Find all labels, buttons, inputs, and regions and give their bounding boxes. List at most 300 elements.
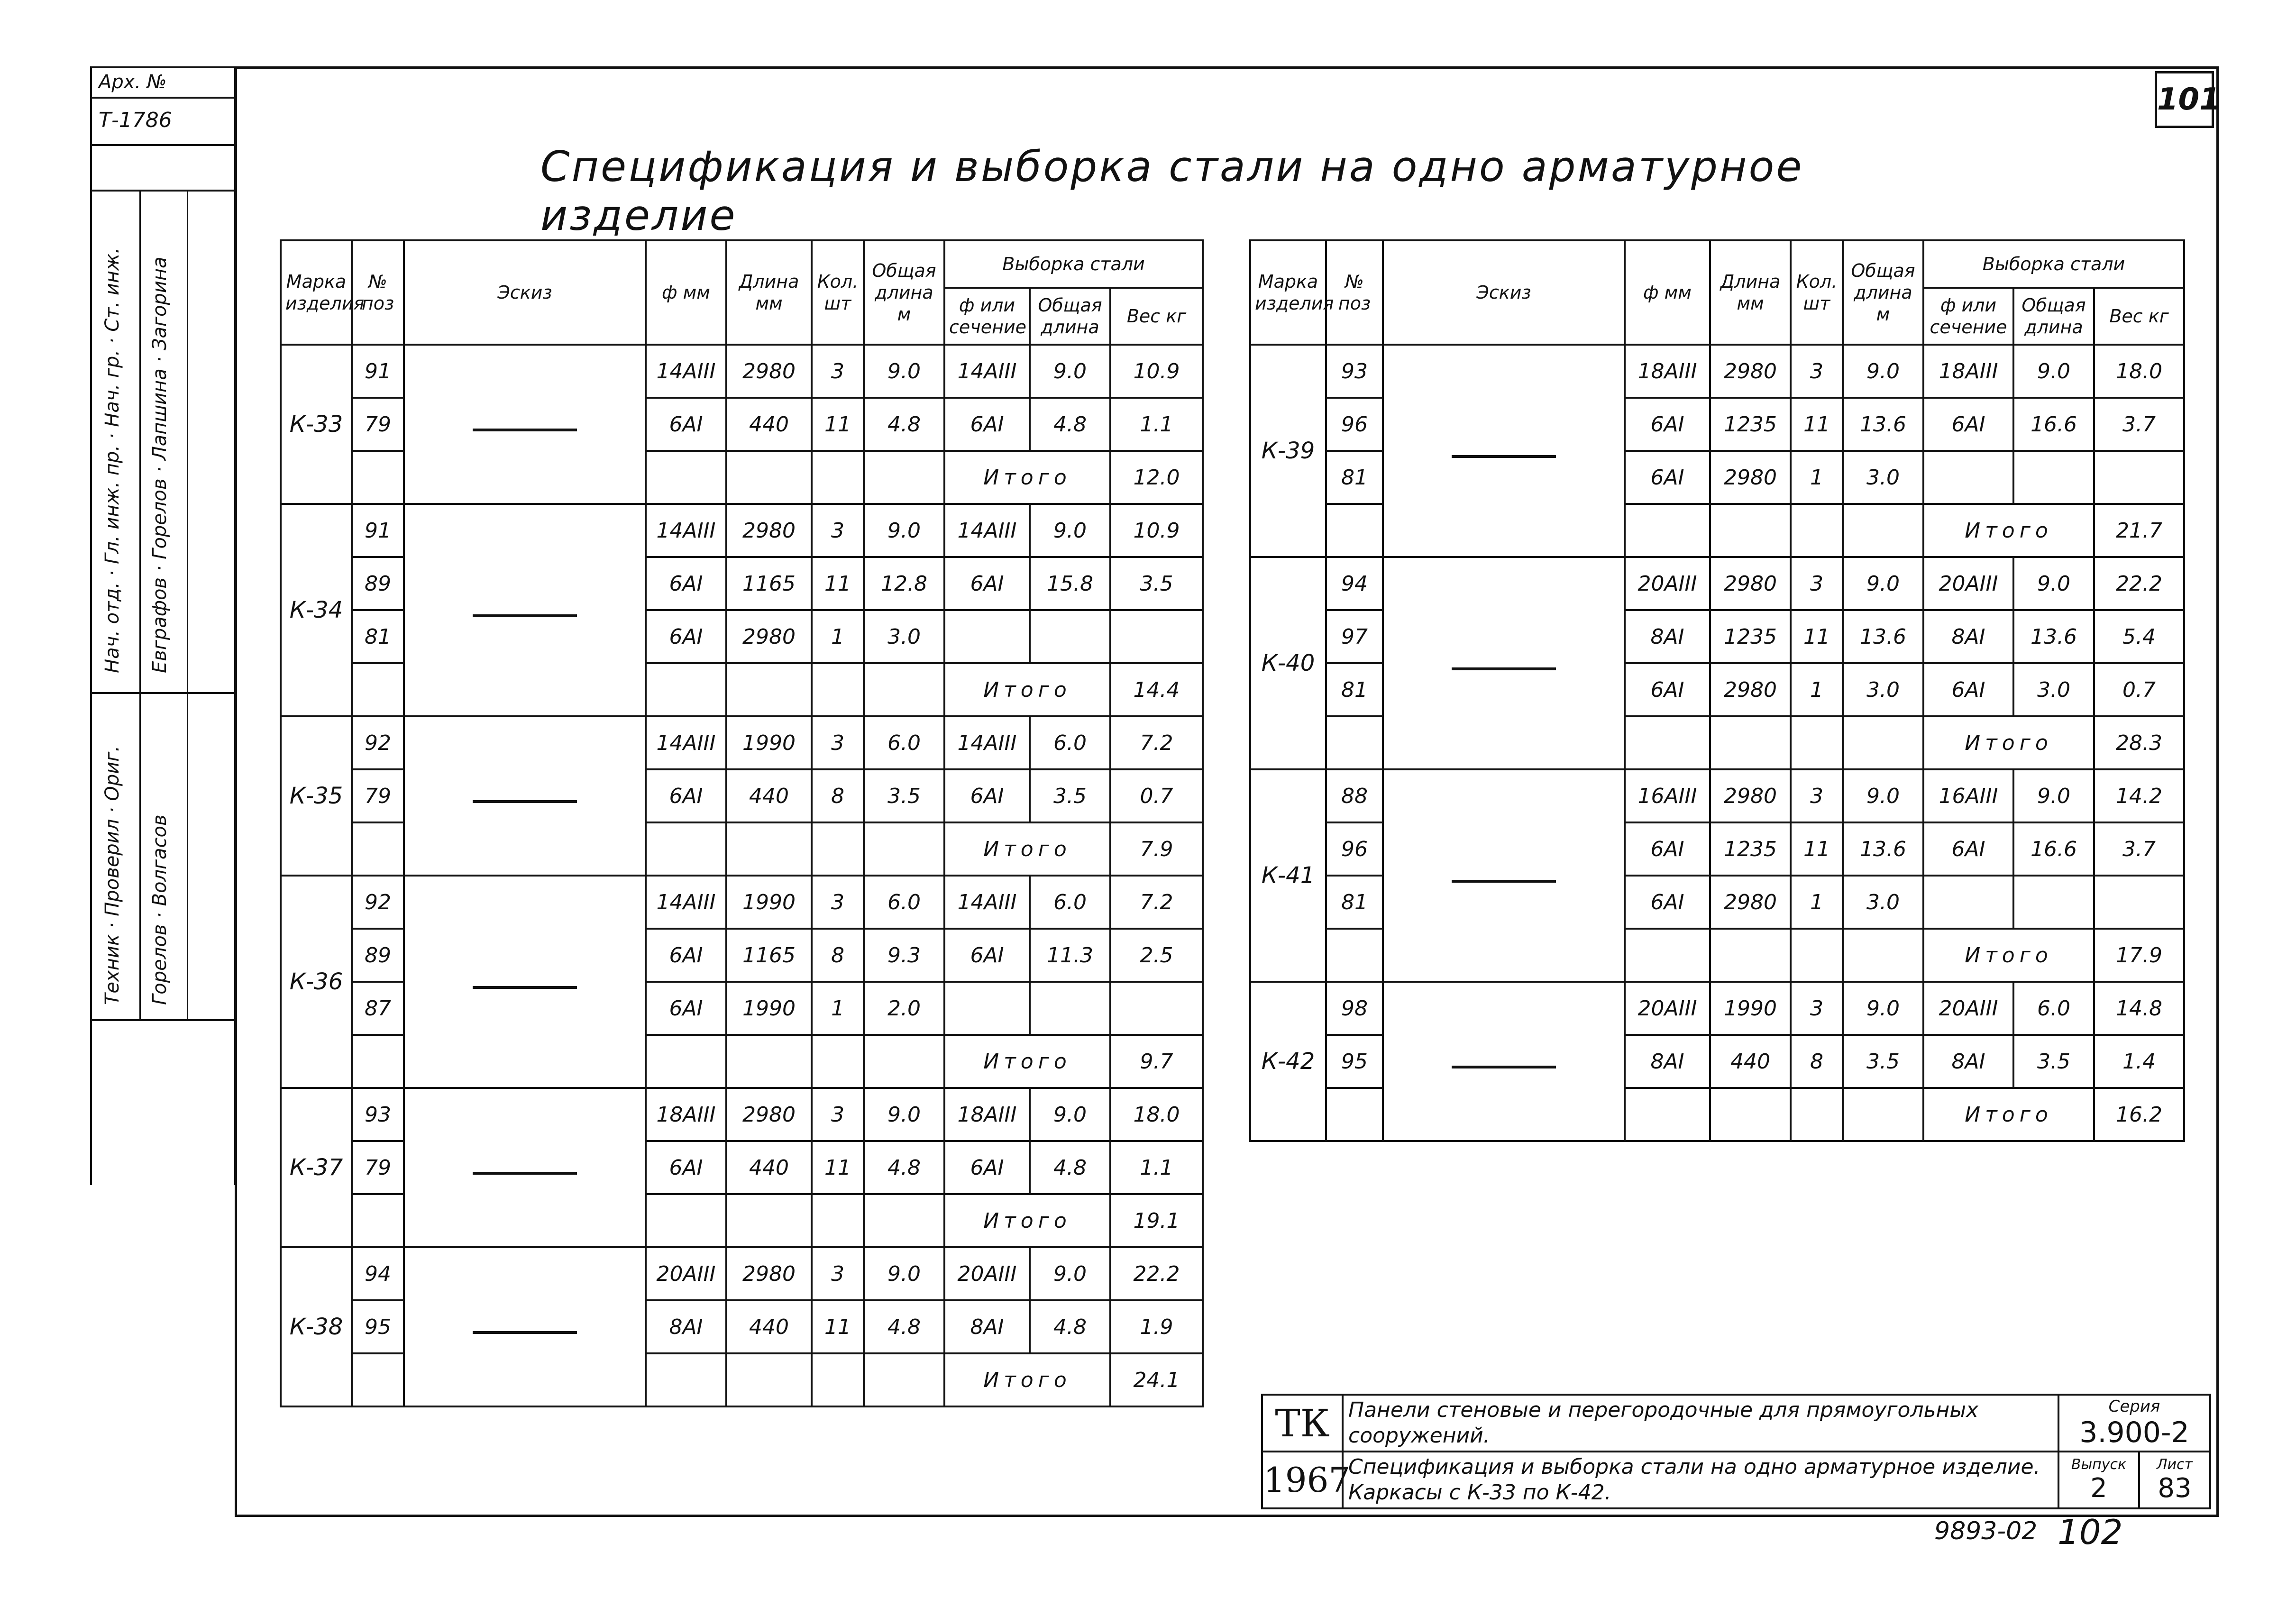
table-row: [1250, 982, 2184, 1035]
pos-cell: 94: [352, 1247, 404, 1300]
qty-cell: [812, 1353, 864, 1406]
pos-cell: 81: [1326, 663, 1383, 716]
dia-cell: 6АI: [646, 557, 726, 610]
total-length-cell: [1843, 716, 1923, 769]
sketch-cell: [404, 876, 646, 1088]
sel-dia-cell: 14АIII: [944, 716, 1030, 769]
sel-dia-cell: 18АIII: [1923, 345, 2013, 398]
total-length-cell: 3.0: [864, 610, 944, 663]
length-cell: 1990: [1710, 982, 1791, 1035]
length-cell: 2980: [726, 504, 812, 557]
pos-cell: [352, 1035, 404, 1088]
rebar-sketch-line: [473, 986, 577, 989]
qty-cell: 3: [812, 1247, 864, 1300]
qty-cell: 11: [1791, 822, 1843, 876]
sel-total-cell: 9.0: [1030, 1088, 1110, 1141]
sel-weight-cell: 18.0: [1110, 1088, 1203, 1141]
sel-total-cell: [2013, 876, 2094, 929]
dia-cell: 20АIII: [1625, 557, 1710, 610]
sel-total-cell: 4.8: [1030, 1300, 1110, 1353]
hdr-sel-total: Общая длина: [2013, 288, 2094, 345]
sel-dia-cell: 6АI: [944, 398, 1030, 451]
dia-cell: 8АI: [1625, 1035, 1710, 1088]
sel-weight-cell: [1110, 982, 1203, 1035]
sel-weight-cell: 14.8: [2094, 982, 2184, 1035]
length-cell: [726, 1194, 812, 1247]
rebar-sketch-line: [1452, 1066, 1556, 1068]
dia-cell: 18АIII: [646, 1088, 726, 1141]
dia-cell: [1625, 1088, 1710, 1141]
itogo-label: Итого: [944, 1194, 1110, 1247]
qty-cell: 8: [812, 769, 864, 822]
sel-weight-cell: 14.4: [1110, 663, 1203, 716]
hdr-sel-dia: ф или сечение: [944, 288, 1030, 345]
length-cell: [1710, 1088, 1791, 1141]
dia-cell: 14АIII: [646, 876, 726, 929]
sel-total-cell: 3.0: [2013, 663, 2094, 716]
sel-weight-cell: 2.5: [1110, 929, 1203, 982]
pos-cell: [352, 1194, 404, 1247]
qty-cell: 3: [1791, 557, 1843, 610]
sel-total-cell: 11.3: [1030, 929, 1110, 982]
pos-cell: 94: [1326, 557, 1383, 610]
total-length-cell: [864, 451, 944, 504]
sel-weight-cell: [2094, 876, 2184, 929]
pos-cell: [1326, 716, 1383, 769]
qty-cell: [1791, 504, 1843, 557]
rebar-sketch-line: [473, 1331, 577, 1334]
total-length-cell: 13.6: [1843, 398, 1923, 451]
total-length-cell: [864, 1353, 944, 1406]
sel-dia-cell: 6АI: [1923, 822, 2013, 876]
total-length-cell: 3.0: [1843, 876, 1923, 929]
total-length-cell: 6.0: [864, 876, 944, 929]
rebar-sketch-line: [473, 800, 577, 803]
rebar-sketch-line: [1452, 455, 1556, 458]
hdr-sel-weight: Вес кг: [1110, 288, 1203, 345]
sidebar-names-lower: Горелов · Волгасов: [149, 814, 171, 1005]
spec-table-left: [280, 239, 1204, 1407]
stamp-series: 3.900-2: [2079, 1416, 2189, 1449]
sel-dia-cell: 8АI: [944, 1300, 1030, 1353]
table-row: [281, 716, 1203, 769]
hdr-length: Длина мм: [1710, 240, 1791, 345]
pos-cell: 79: [352, 769, 404, 822]
sel-total-cell: 6.0: [2013, 982, 2094, 1035]
dia-cell: 6АI: [646, 982, 726, 1035]
mark-cell: К-38: [281, 1247, 352, 1406]
qty-cell: 11: [812, 1141, 864, 1194]
pos-cell: 95: [352, 1300, 404, 1353]
dia-cell: [1625, 929, 1710, 982]
stamp-year: 1967: [1262, 1452, 1343, 1508]
sel-weight-cell: 10.9: [1110, 504, 1203, 557]
dia-cell: [1625, 716, 1710, 769]
sel-weight-cell: 1.4: [2094, 1035, 2184, 1088]
total-length-cell: 4.8: [864, 1300, 944, 1353]
archive-label: Арх. №: [99, 71, 167, 93]
sel-weight-cell: 0.7: [2094, 663, 2184, 716]
dia-cell: 6АI: [1625, 822, 1710, 876]
total-length-cell: 9.0: [1843, 769, 1923, 822]
pos-cell: 92: [352, 716, 404, 769]
sel-weight-cell: 3.5: [1110, 557, 1203, 610]
qty-cell: 3: [1791, 982, 1843, 1035]
length-cell: [726, 1353, 812, 1406]
qty-cell: 11: [1791, 610, 1843, 663]
sel-weight-cell: 16.2: [2094, 1088, 2184, 1141]
sel-weight-cell: 28.3: [2094, 716, 2184, 769]
dia-cell: [646, 451, 726, 504]
dia-cell: 20АIII: [646, 1247, 726, 1300]
sel-weight-cell: [1110, 610, 1203, 663]
dia-cell: 6АI: [646, 610, 726, 663]
total-length-cell: 6.0: [864, 716, 944, 769]
qty-cell: [812, 1035, 864, 1088]
table-row: [1250, 345, 2184, 398]
total-length-cell: 9.0: [864, 345, 944, 398]
pos-cell: 98: [1326, 982, 1383, 1035]
table-row: [281, 876, 1203, 929]
sketch-cell: [404, 504, 646, 716]
sel-weight-cell: 0.7: [1110, 769, 1203, 822]
pos-cell: 81: [1326, 451, 1383, 504]
sel-dia-cell: 14АIII: [944, 504, 1030, 557]
dia-cell: 8АI: [1625, 610, 1710, 663]
length-cell: [1710, 929, 1791, 982]
qty-cell: [1791, 716, 1843, 769]
dia-cell: 6АI: [646, 929, 726, 982]
length-cell: 2980: [1710, 663, 1791, 716]
total-length-cell: 3.0: [1843, 663, 1923, 716]
sel-weight-cell: 9.7: [1110, 1035, 1203, 1088]
mark-cell: К-41: [1250, 769, 1326, 982]
length-cell: 1990: [726, 716, 812, 769]
pos-cell: [1326, 1088, 1383, 1141]
sidebar-roles-lower: Техник · Проверил · Ориг.: [101, 745, 123, 1005]
rebar-sketch-line: [473, 614, 577, 617]
itogo-label: Итого: [1923, 929, 2094, 982]
sel-weight-cell: 18.0: [2094, 345, 2184, 398]
qty-cell: 8: [1791, 1035, 1843, 1088]
length-cell: 2980: [726, 610, 812, 663]
qty-cell: 3: [1791, 345, 1843, 398]
pos-cell: [1326, 504, 1383, 557]
pos-cell: 91: [352, 345, 404, 398]
signature-sidebar: [90, 142, 236, 1185]
sel-dia-cell: 6АI: [944, 1141, 1030, 1194]
sel-total-cell: 16.6: [2013, 398, 2094, 451]
sel-dia-cell: 6АI: [1923, 663, 2013, 716]
stamp-line1: Панели стеновые и перегородочные для прямоугольных сооружений.: [1343, 1395, 2058, 1452]
sel-weight-cell: 7.2: [1110, 876, 1203, 929]
pos-cell: 92: [352, 876, 404, 929]
sel-dia-cell: [944, 610, 1030, 663]
length-cell: [726, 1035, 812, 1088]
qty-cell: 3: [812, 716, 864, 769]
sel-dia-cell: 14АIII: [944, 876, 1030, 929]
dia-cell: [646, 822, 726, 876]
total-length-cell: 12.8: [864, 557, 944, 610]
sel-weight-cell: 1.1: [1110, 398, 1203, 451]
itogo-label: Итого: [1923, 716, 2094, 769]
total-length-cell: 13.6: [1843, 822, 1923, 876]
sketch-cell: [1383, 557, 1625, 769]
total-length-cell: 3.5: [1843, 1035, 1923, 1088]
sel-dia-cell: 6АI: [1923, 398, 2013, 451]
rebar-sketch-line: [1452, 880, 1556, 883]
length-cell: 440: [726, 398, 812, 451]
dia-cell: 6АI: [1625, 451, 1710, 504]
table-row: [1250, 557, 2184, 610]
sel-weight-cell: 14.2: [2094, 769, 2184, 822]
sel-dia-cell: 6АI: [944, 769, 1030, 822]
length-cell: 2980: [1710, 769, 1791, 822]
sel-weight-cell: 1.9: [1110, 1300, 1203, 1353]
dia-cell: 6АI: [646, 769, 726, 822]
sketch-cell: [404, 345, 646, 504]
sel-weight-cell: 5.4: [2094, 610, 2184, 663]
sel-total-cell: 3.5: [2013, 1035, 2094, 1088]
qty-cell: 1: [812, 610, 864, 663]
hdr-sel-dia: ф или сечение: [1923, 288, 2013, 345]
sel-weight-cell: [2094, 451, 2184, 504]
hdr-sketch: Эскиз: [1383, 240, 1625, 345]
sel-dia-cell: 6АI: [944, 929, 1030, 982]
hdr-selection: Выборка стали: [944, 240, 1203, 288]
hdr-qty: Кол. шт: [812, 240, 864, 345]
dia-cell: [646, 1353, 726, 1406]
pos-cell: [352, 822, 404, 876]
length-cell: 1235: [1710, 822, 1791, 876]
dia-cell: [1625, 504, 1710, 557]
sel-weight-cell: 12.0: [1110, 451, 1203, 504]
mark-cell: К-37: [281, 1088, 352, 1247]
dia-cell: 16АIII: [1625, 769, 1710, 822]
hdr-dia: ф мм: [646, 240, 726, 345]
sel-dia-cell: 8АI: [1923, 610, 2013, 663]
pos-cell: 81: [1326, 876, 1383, 929]
qty-cell: 3: [812, 1088, 864, 1141]
table-row: [281, 504, 1203, 557]
qty-cell: 11: [812, 398, 864, 451]
pos-cell: 89: [352, 557, 404, 610]
hdr-sel-total: Общая длина: [1030, 288, 1110, 345]
mark-cell: К-35: [281, 716, 352, 876]
total-length-cell: 13.6: [1843, 610, 1923, 663]
length-cell: 2980: [726, 1247, 812, 1300]
length-cell: 440: [726, 769, 812, 822]
table-row: [281, 1247, 1203, 1300]
hdr-mark: Марка изделия: [1250, 240, 1326, 345]
table-row: [281, 1088, 1203, 1141]
total-length-cell: 3.0: [1843, 451, 1923, 504]
rebar-sketch-line: [473, 429, 577, 431]
total-length-cell: 4.8: [864, 398, 944, 451]
bottom-code: 9893-02: [1934, 1517, 2038, 1545]
mark-cell: К-39: [1250, 345, 1326, 557]
sel-total-cell: 9.0: [1030, 504, 1110, 557]
sel-dia-cell: [944, 982, 1030, 1035]
spec-table-right: [1249, 239, 2185, 1142]
length-cell: 1990: [726, 982, 812, 1035]
archive-box: [90, 66, 236, 146]
stamp-series-cell: [2058, 1395, 2210, 1452]
sel-dia-cell: 16АIII: [1923, 769, 2013, 822]
dia-cell: 18АIII: [1625, 345, 1710, 398]
pos-cell: 91: [352, 504, 404, 557]
sel-total-cell: 9.0: [1030, 1247, 1110, 1300]
length-cell: [1710, 716, 1791, 769]
length-cell: 2980: [1710, 557, 1791, 610]
pos-cell: 79: [352, 398, 404, 451]
sketch-cell: [1383, 345, 1625, 557]
hdr-pos: № поз: [1326, 240, 1383, 345]
sel-weight-cell: 17.9: [2094, 929, 2184, 982]
length-cell: 440: [726, 1141, 812, 1194]
mark-cell: К-33: [281, 345, 352, 504]
mark-cell: К-42: [1250, 982, 1326, 1141]
qty-cell: 1: [1791, 876, 1843, 929]
title-block: [1261, 1394, 2211, 1509]
pos-cell: 95: [1326, 1035, 1383, 1088]
length-cell: 2980: [1710, 345, 1791, 398]
pos-cell: 93: [1326, 345, 1383, 398]
qty-cell: 1: [1791, 663, 1843, 716]
pos-cell: [352, 451, 404, 504]
sel-weight-cell: 19.1: [1110, 1194, 1203, 1247]
mark-cell: К-34: [281, 504, 352, 716]
pos-cell: [352, 1353, 404, 1406]
hdr-length: Длина мм: [726, 240, 812, 345]
pos-cell: 97: [1326, 610, 1383, 663]
stamp-series-label: Серия: [2108, 1397, 2160, 1416]
stamp-issue-label: Выпуск: [2071, 1456, 2127, 1473]
sheet-corner-number: 101: [2155, 71, 2214, 128]
dia-cell: 6АI: [1625, 398, 1710, 451]
qty-cell: 1: [1791, 451, 1843, 504]
sel-total-cell: 13.6: [2013, 610, 2094, 663]
dia-cell: [646, 1035, 726, 1088]
dia-cell: 20АIII: [1625, 982, 1710, 1035]
length-cell: 1235: [1710, 398, 1791, 451]
sel-total-cell: 4.8: [1030, 1141, 1110, 1194]
length-cell: [726, 663, 812, 716]
rebar-sketch-line: [473, 1172, 577, 1175]
sel-total-cell: [1030, 610, 1110, 663]
archive-number: Т-1786: [99, 108, 172, 132]
length-cell: [1710, 504, 1791, 557]
sel-weight-cell: 3.7: [2094, 822, 2184, 876]
hdr-mark: Марка изделия: [281, 240, 352, 345]
sel-weight-cell: 7.2: [1110, 716, 1203, 769]
total-length-cell: 3.5: [864, 769, 944, 822]
total-length-cell: [864, 663, 944, 716]
stamp-issue-cell: [2058, 1452, 2139, 1508]
sel-weight-cell: 21.7: [2094, 504, 2184, 557]
mark-cell: К-40: [1250, 557, 1326, 769]
pos-cell: [352, 663, 404, 716]
sel-total-cell: 3.5: [1030, 769, 1110, 822]
length-cell: 1165: [726, 557, 812, 610]
pos-cell: 89: [352, 929, 404, 982]
pos-cell: 93: [352, 1088, 404, 1141]
length-cell: 2980: [1710, 451, 1791, 504]
hdr-total-length: Общая длина м: [1843, 240, 1923, 345]
length-cell: [726, 822, 812, 876]
sel-weight-cell: 7.9: [1110, 822, 1203, 876]
qty-cell: [812, 663, 864, 716]
total-length-cell: [864, 1194, 944, 1247]
hdr-sel-weight: Вес кг: [2094, 288, 2184, 345]
sketch-cell: [404, 1247, 646, 1406]
hdr-selection: Выборка стали: [1923, 240, 2184, 288]
sidebar-roles: Нач. отд. · Гл. инж. пр. · Нач. гр. · Ст. инж.: [101, 247, 123, 673]
table-row: [1250, 769, 2184, 822]
itogo-label: Итого: [944, 1035, 1110, 1088]
hdr-sketch: Эскиз: [404, 240, 646, 345]
length-cell: 1990: [726, 876, 812, 929]
dia-cell: [646, 1194, 726, 1247]
sel-weight-cell: 22.2: [1110, 1247, 1203, 1300]
stamp-org: ТК: [1262, 1395, 1343, 1452]
stamp-line2: Спецификация и выборка стали на одно арматурное изделие. Каркасы с К-33 по К-42.: [1343, 1452, 2058, 1508]
hdr-total-length: Общая длина м: [864, 240, 944, 345]
qty-cell: 11: [1791, 398, 1843, 451]
qty-cell: 8: [812, 929, 864, 982]
sel-total-cell: 4.8: [1030, 398, 1110, 451]
total-length-cell: [1843, 929, 1923, 982]
sel-dia-cell: 8АI: [1923, 1035, 2013, 1088]
itogo-label: Итого: [944, 1353, 1110, 1406]
sketch-cell: [404, 716, 646, 876]
itogo-label: Итого: [1923, 504, 2094, 557]
pos-cell: [1326, 929, 1383, 982]
total-length-cell: [864, 822, 944, 876]
qty-cell: 3: [1791, 769, 1843, 822]
sel-weight-cell: 22.2: [2094, 557, 2184, 610]
sel-dia-cell: 20АIII: [944, 1247, 1030, 1300]
sel-total-cell: 9.0: [2013, 345, 2094, 398]
dia-cell: 14АIII: [646, 716, 726, 769]
total-length-cell: 9.0: [864, 504, 944, 557]
pos-cell: 81: [352, 610, 404, 663]
sketch-cell: [1383, 769, 1625, 982]
total-length-cell: 9.0: [864, 1247, 944, 1300]
length-cell: 1165: [726, 929, 812, 982]
itogo-label: Итого: [944, 451, 1110, 504]
dia-cell: 6АI: [646, 398, 726, 451]
total-length-cell: [1843, 1088, 1923, 1141]
sel-weight-cell: 3.7: [2094, 398, 2184, 451]
length-cell: 440: [726, 1300, 812, 1353]
length-cell: 440: [1710, 1035, 1791, 1088]
qty-cell: [1791, 1088, 1843, 1141]
qty-cell: 11: [812, 557, 864, 610]
dia-cell: 6АI: [646, 1141, 726, 1194]
bottom-page: 102: [2058, 1512, 2123, 1552]
sel-dia-cell: 14АIII: [944, 345, 1030, 398]
total-length-cell: 4.8: [864, 1141, 944, 1194]
stamp-issue: 2: [2090, 1473, 2107, 1504]
sel-total-cell: 9.0: [2013, 557, 2094, 610]
qty-cell: [812, 451, 864, 504]
table-row: [281, 345, 1203, 398]
sel-total-cell: 9.0: [1030, 345, 1110, 398]
sel-dia-cell: [1923, 876, 2013, 929]
total-length-cell: 2.0: [864, 982, 944, 1035]
dia-cell: 14АIII: [646, 504, 726, 557]
